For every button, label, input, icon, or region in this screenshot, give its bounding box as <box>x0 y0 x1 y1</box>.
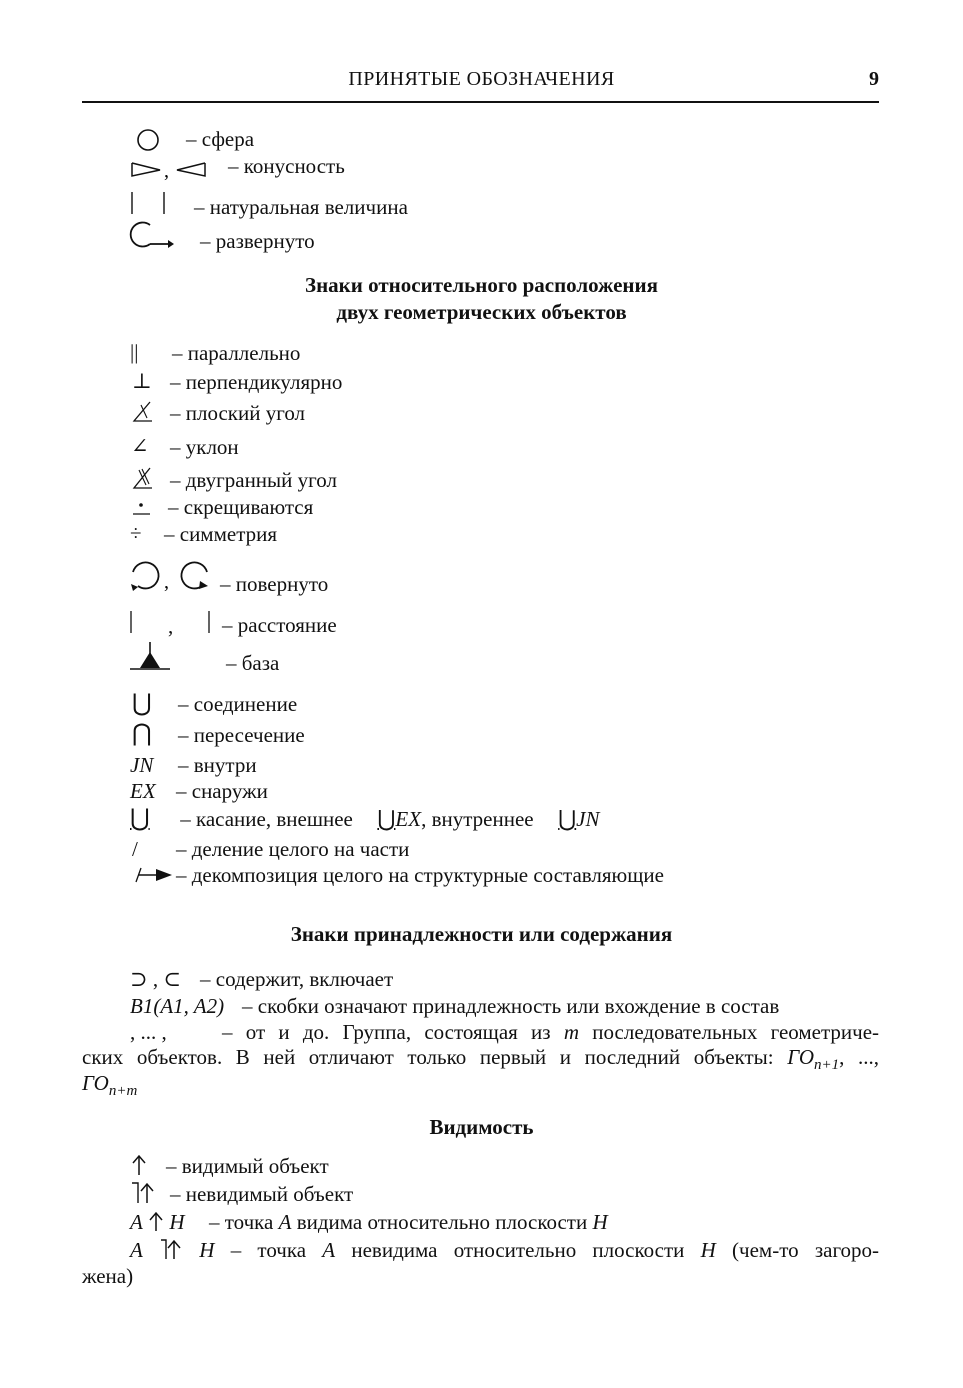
plane-h-2: H <box>592 1210 608 1234</box>
inside-symbol: JN <box>130 753 154 777</box>
division-symbol: / <box>132 837 138 861</box>
point-a-3: A <box>130 1238 143 1262</box>
unfolded-label: – развернуто <box>200 229 315 253</box>
section-heading-relative: Знаки относительного расположения <box>305 273 658 297</box>
outside-symbol: EX <box>130 779 156 803</box>
true-size-label: – натуральная величина <box>194 195 408 219</box>
range-text-b: последовательных геометриче- <box>592 1020 880 1044</box>
go-last-sub: n+m <box>108 1083 138 1099</box>
section-heading-relative-line2: двух геометрических объектов <box>336 300 627 324</box>
range-prefix: , ... , <box>130 1020 167 1044</box>
point-a: A <box>130 1210 143 1234</box>
inside-label: – внутри <box>178 753 257 777</box>
touching-row <box>130 807 599 831</box>
visible-arrow-icon <box>130 1153 150 1177</box>
section-heading-membership: Знаки принадлежности или содержания <box>290 922 673 946</box>
skew-label: – скрещиваются <box>168 495 314 519</box>
skew-icon <box>130 496 154 520</box>
union-label: – соединение <box>178 692 298 716</box>
invisible-rel-text-b: невидима относительно плоскости <box>351 1238 685 1262</box>
range-text-a: – от и до. Группа, состоящая из <box>222 1020 551 1044</box>
slope-label: – уклон <box>170 435 239 459</box>
invisible-label: – невидимый объект <box>170 1182 354 1206</box>
distance-label: – расстояние <box>222 613 337 637</box>
touching-symbol: ⋃ <box>130 806 150 832</box>
plane-h: H <box>169 1210 185 1234</box>
touching-external-code: EX <box>395 807 422 831</box>
parallel-symbol: || <box>130 340 139 364</box>
decomposition-label: – декомпозиция целого на структурные составляющие <box>176 863 664 887</box>
base-icon <box>128 640 172 674</box>
touching-external-symbol: ⋃ <box>377 806 396 831</box>
page-number: 9 <box>869 68 879 90</box>
perpendicular-label: – перпендикулярно <box>170 370 343 394</box>
go-first-sub: n+1 <box>814 1057 840 1073</box>
invisible-relative-row <box>82 1238 879 1262</box>
intersection-label: – пересечение <box>178 723 305 747</box>
slope-symbol: ∠ <box>131 434 149 458</box>
touching-internal-label: , внутреннее <box>421 807 534 831</box>
range-line2: ских объектов. В ней отличают только первый и последний объекты: <box>82 1045 774 1069</box>
plane-h-4: H <box>700 1238 716 1262</box>
bracket-expression: B1(A1, A2) <box>130 994 225 1018</box>
decomposition-icon <box>132 864 176 886</box>
range-paragraph-line3 <box>82 1071 137 1103</box>
union-symbol: ⋃ <box>132 691 152 717</box>
range-m: m <box>563 1020 580 1044</box>
range-paragraph <box>82 1020 879 1044</box>
point-a-4: A <box>322 1238 336 1262</box>
invisible-arrow-icon-inline <box>159 1238 183 1260</box>
symmetry-label: – симметрия <box>164 522 278 546</box>
point-a-2: A <box>278 1210 292 1234</box>
visible-label: – видимый объект <box>166 1154 329 1178</box>
running-header-title: ПРИНЯТЫЕ ОБОЗНАЧЕНИЯ <box>348 68 615 90</box>
parallel-label: – параллельно <box>172 341 301 365</box>
perpendicular-symbol: ⊥ <box>132 369 152 393</box>
visible-rel-text-a: – точка <box>209 1210 274 1234</box>
true-size-icon <box>128 190 172 218</box>
sphere-label: – сфера <box>186 127 255 151</box>
touching-label: – касание, внешнее <box>180 807 353 831</box>
unfolded-icon <box>128 219 178 253</box>
header-rule <box>82 101 879 103</box>
invisible-rel-tail: (чем-то загоро- <box>732 1238 880 1262</box>
invisible-rel-text-a: – точка <box>230 1238 307 1262</box>
bracket-label: – скобки означают принадлежность или вхождение в состав <box>242 994 780 1018</box>
plane-angle-label: – плоский угол <box>170 401 306 425</box>
visible-arrow-icon-inline <box>148 1211 164 1231</box>
invisible-arrow-icon <box>130 1180 158 1206</box>
base-label: – база <box>226 651 280 675</box>
svg-text:,: , <box>164 571 169 593</box>
contains-symbols: ⊃ , ⊂ <box>130 967 181 991</box>
touching-internal-symbol: ⋃ <box>558 806 577 831</box>
distance-separator: , <box>168 614 174 638</box>
plane-angle-icon <box>130 399 156 425</box>
taper-label: – конусность <box>228 154 345 178</box>
section-heading-visibility: Видимость <box>429 1115 534 1139</box>
go-first: ГО <box>787 1045 815 1069</box>
visible-relative-row <box>130 1210 608 1234</box>
visible-rel-text-b: видима относительно плоскости <box>296 1210 588 1234</box>
touching-internal-code: JN <box>576 807 600 831</box>
range-paragraph-line2 <box>82 1045 879 1077</box>
taper-icon <box>130 157 210 181</box>
outside-label: – снаружи <box>176 779 268 803</box>
intersection-symbol: ⋂ <box>132 721 152 747</box>
go-sep: , ..., <box>839 1045 879 1069</box>
invisible-relative-line2: жена) <box>82 1264 134 1288</box>
division-label: – деление целого на части <box>176 837 410 861</box>
go-last: ГО <box>82 1071 109 1095</box>
rotated-label: – повернуто <box>220 572 329 596</box>
symmetry-symbol: ÷ <box>130 521 142 545</box>
sphere-icon <box>134 127 164 153</box>
plane-h-3: H <box>199 1238 215 1262</box>
contains-label: – содержит, включает <box>200 967 394 991</box>
dihedral-angle-icon <box>130 465 158 493</box>
svg-text:,: , <box>164 160 169 182</box>
dihedral-angle-label: – двугранный угол <box>170 468 337 492</box>
rotated-icon <box>128 560 218 596</box>
